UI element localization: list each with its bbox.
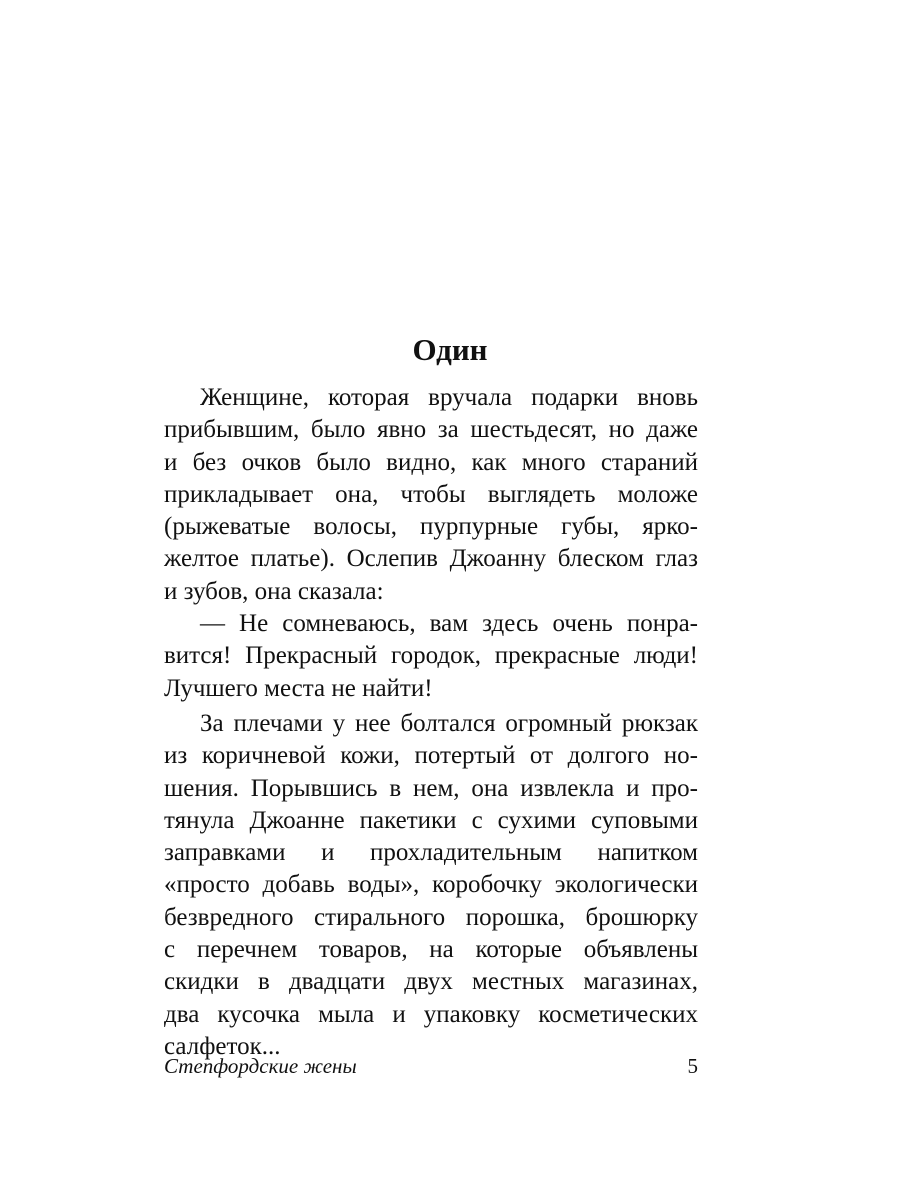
page-number: 5	[687, 1054, 698, 1078]
paragraph	[164, 708, 698, 1063]
text-line: и без очков было видно, как много стараний	[164, 448, 698, 476]
text-line: прибывшим, было явно за шестьдесят, но даже	[164, 416, 698, 444]
text-line: тянула Джоанне пакетики с сухими суповыми	[164, 806, 698, 834]
body-text	[164, 382, 698, 1063]
text-line: скидки в двадцати двух местных магазинах,	[164, 968, 698, 996]
paragraph	[164, 608, 698, 705]
text-line: шения. Порывшись в нем, она извлекла и про-	[164, 774, 698, 802]
paragraph	[164, 382, 698, 608]
text-line: Женщине, которая вручала подарки вновь	[200, 384, 698, 411]
text-line: За плечами у нее болтался огромный рюкзак	[200, 709, 698, 737]
text-line: из коричневой кожи, потертый от долгого но-	[164, 742, 698, 770]
text-line: — Не сомневаюсь, вам здесь очень понра-	[200, 610, 698, 638]
text-line: безвредного стирального порошка, брошюрку	[164, 903, 698, 931]
text-line: прикладывает она, чтобы выглядеть моложе	[164, 480, 698, 508]
text-line: (рыжеватые волосы, пурпурные губы, ярко-	[164, 513, 698, 541]
text-line: с перечнем товаров, на которые объявлены	[164, 936, 698, 964]
text-line: Лучшего места не найти!	[164, 674, 433, 702]
text-line: заправками и прохладительным напитком	[164, 839, 698, 867]
text-line: желтое платье). Ослепив Джоанну блеском глаз	[164, 545, 698, 573]
text-line: и зубов, она сказала:	[164, 577, 384, 605]
text-line: вится! Прекрасный городок, прекрасные люди!	[164, 642, 698, 670]
chapter-title: Один	[412, 332, 488, 367]
text-line: «просто добавь воды», коробочку экологически	[164, 871, 698, 899]
text-line: два кусочка мыла и упаковку косметических	[164, 1000, 698, 1028]
text-line: салфеток...	[164, 1032, 281, 1060]
running-footer-title: Степфордские жены	[164, 1054, 357, 1078]
